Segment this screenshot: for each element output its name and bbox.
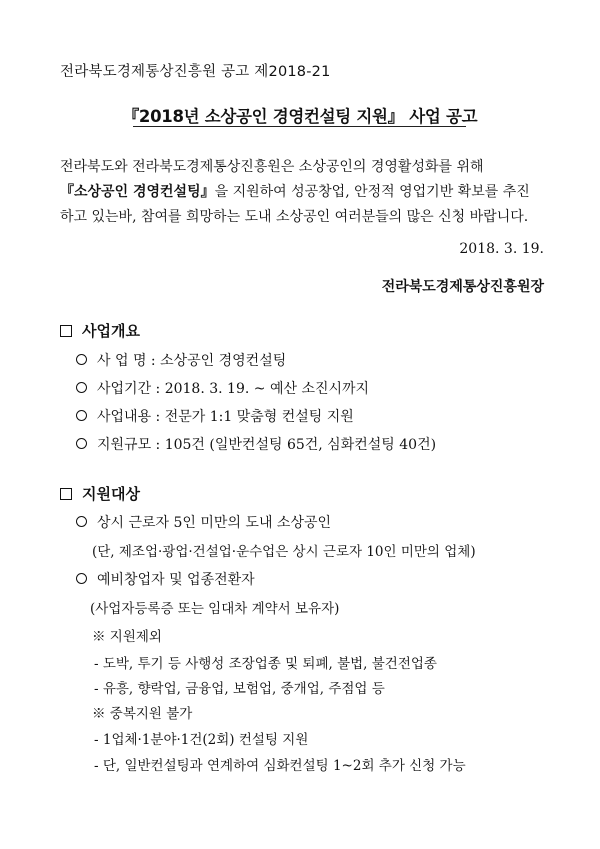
square-bullet-icon	[60, 488, 72, 500]
eligibility-item-text: 상시 근로자 5인 미만의 도내 소상공인	[97, 515, 332, 531]
overview-item	[76, 350, 286, 370]
section-heading-eligibility	[60, 483, 140, 504]
overview-item-text: 사 업 명 : 소상공인 경영컨설팅	[97, 353, 287, 369]
title-underline	[133, 126, 466, 127]
eligibility-item	[76, 569, 255, 589]
page-title: 『2018년 소상공인 경영컨설팅 지원』 사업 공고	[122, 107, 478, 126]
issuer-signature: 전라북도경제통상진흥원장	[381, 279, 544, 295]
intro-line-2	[60, 181, 530, 201]
duplicate-heading: ※ 중복지원 불가	[92, 706, 193, 722]
section-heading-label: 지원대상	[82, 485, 140, 503]
circle-bullet-icon	[76, 382, 87, 393]
overview-item	[76, 406, 354, 426]
duplicate-item: - 단, 일반컨설팅과 연계하여 심화컨설팅 1~2회 추가 신청 가능	[94, 758, 466, 774]
intro-line-1: 전라북도와 전라북도경제통상진흥원은 소상공인의 경영활성화를 위해	[60, 159, 484, 175]
intro-line-3: 하고 있는바, 참여를 희망하는 도내 소상공인 여러분들의 많은 신청 바랍니다.	[60, 209, 529, 225]
eligibility-note: (단, 제조업·광업·건설업·운수업은 상시 근로자 10인 미만의 업체)	[92, 544, 476, 560]
duplicate-item: - 1업체·1분야·1건(2회) 컨설팅 지원	[94, 732, 309, 748]
intro-line-2-rest: 을 지원하여 성공창업, 안정적 영업기반 확보를 추진	[214, 184, 530, 200]
exclusion-heading: ※ 지원제외	[92, 629, 162, 645]
eligibility-note: (사업자등록증 또는 임대차 계약서 보유자)	[90, 601, 340, 617]
exclusion-item: - 도박, 투기 등 사행성 조장업종 및 퇴폐, 불법, 불건전업종	[94, 656, 437, 672]
overview-item	[76, 434, 436, 454]
intro-program-name: 『소상공인 경영컨설팅』	[60, 184, 215, 200]
eligibility-item-text: 예비창업자 및 업종전환자	[97, 572, 255, 588]
section-heading-label: 사업개요	[82, 322, 140, 340]
circle-bullet-icon	[76, 354, 87, 365]
exclusion-item: - 유흥, 향락업, 금융업, 보험업, 중개업, 주점업 등	[94, 681, 385, 697]
overview-item-text: 사업기간 : 2018. 3. 19. ~ 예산 소진시까지	[97, 381, 370, 397]
circle-bullet-icon	[76, 410, 87, 421]
section-heading-overview	[60, 320, 140, 341]
overview-item-text: 지원규모 : 105건 (일반컨설팅 65건, 심화컨설팅 40건)	[97, 437, 437, 453]
circle-bullet-icon	[76, 573, 87, 584]
square-bullet-icon	[60, 325, 72, 337]
circle-bullet-icon	[76, 438, 87, 449]
eligibility-item	[76, 512, 331, 532]
overview-item-text: 사업내용 : 전문가 1:1 맞춤형 컨설팅 지원	[97, 409, 354, 425]
overview-item	[76, 378, 369, 398]
notice-date: 2018. 3. 19.	[459, 241, 544, 257]
notice-number: 전라북도경제통상진흥원 공고 제2018-21	[60, 64, 331, 80]
circle-bullet-icon	[76, 516, 87, 527]
